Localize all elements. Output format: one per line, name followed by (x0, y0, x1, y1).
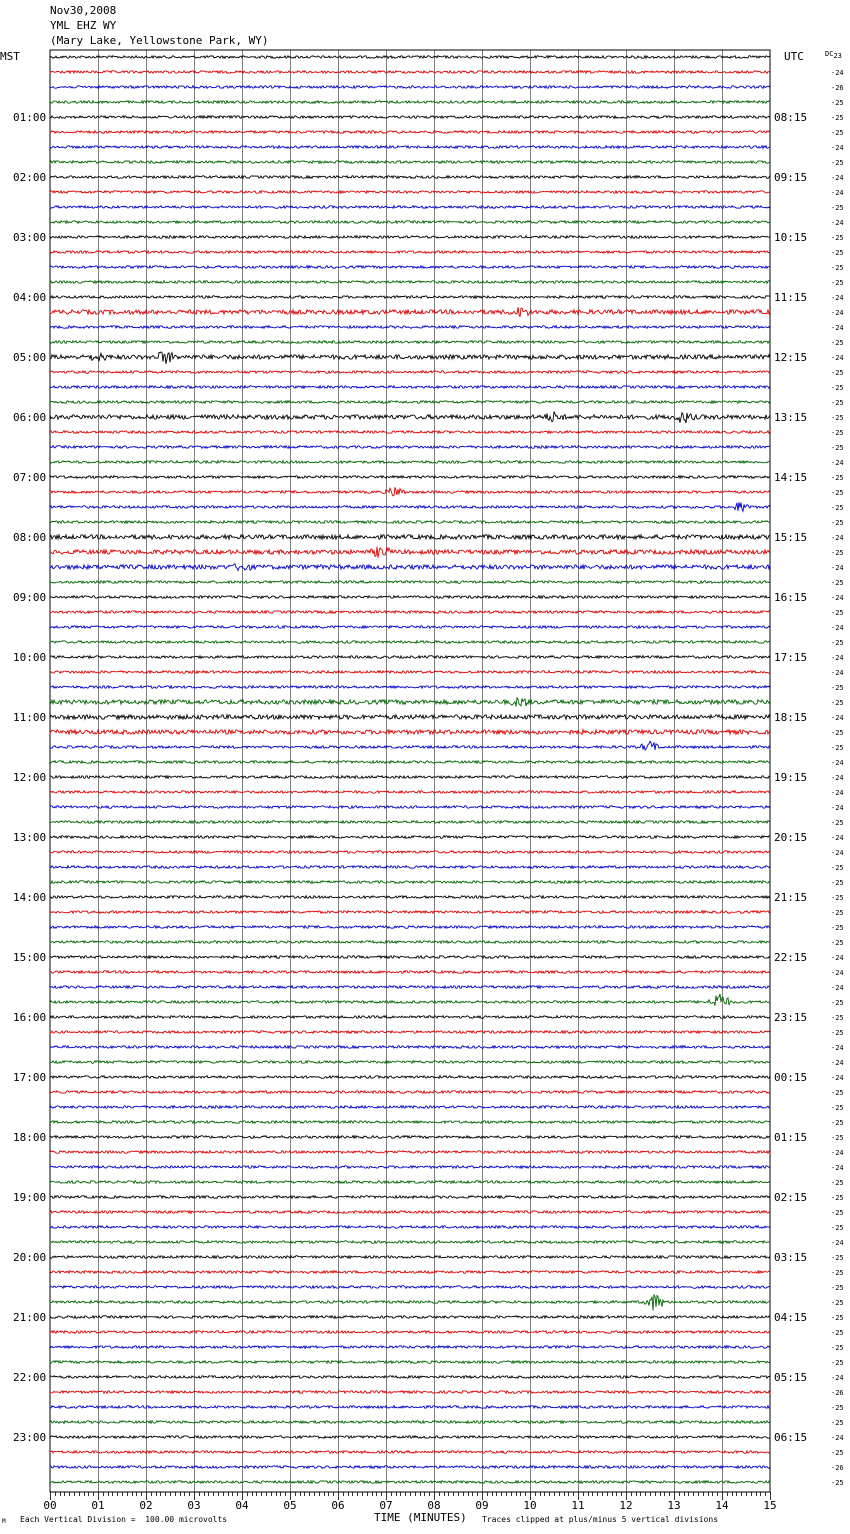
dc-offset-value: -25 (831, 234, 844, 242)
dc-offset-value: -25 (831, 99, 844, 107)
dc-offset-value: -25 (831, 819, 844, 827)
right-axis-label: UTC (784, 50, 804, 63)
trace-line (50, 698, 770, 707)
left-axis-label: MST (0, 50, 20, 63)
dc-offset-value: -25 (831, 1014, 844, 1022)
dc-offset-value: -24 (831, 459, 844, 467)
trace-line (50, 191, 770, 194)
mst-hour-label: 02:00 (13, 171, 47, 184)
trace-line (50, 881, 770, 884)
mst-hour-label: 01:00 (13, 111, 47, 124)
trace-line (50, 1061, 770, 1064)
dc-offset-value: -25 (831, 1404, 844, 1412)
mst-hour-label: 12:00 (13, 771, 47, 784)
mst-hour-label: 17:00 (13, 1071, 47, 1084)
dc-offset-value: -25 (831, 129, 844, 137)
trace-line (50, 596, 770, 599)
trace-line (50, 86, 770, 89)
dc-offset-value: -24 (831, 309, 844, 317)
trace-line (50, 131, 770, 134)
dc-offset-value: -25 (831, 399, 844, 407)
dc-offset-value: -25 (831, 249, 844, 257)
trace-line (50, 1256, 770, 1259)
trace-line (50, 1136, 770, 1139)
trace-line (50, 1151, 770, 1154)
trace-line (50, 161, 770, 164)
trace-line (50, 1196, 770, 1199)
dc-offset-value: -25 (831, 384, 844, 392)
mst-hour-label: 18:00 (13, 1131, 47, 1144)
utc-hour-label: 15:15 (774, 531, 808, 544)
utc-hour-label: 11:15 (774, 291, 808, 304)
dc-offset-value: -24 (831, 969, 844, 977)
trace-line (50, 730, 770, 734)
trace-line (50, 581, 770, 584)
trace-line (50, 116, 770, 119)
trace-line (50, 715, 770, 719)
utc-hour-label: 20:15 (774, 831, 808, 844)
x-tick-label: 07 (379, 1499, 393, 1512)
trace-line (50, 1406, 770, 1409)
trace-line (50, 836, 770, 839)
x-tick-label: 15 (763, 1499, 777, 1512)
dc-offset-value: -25 (831, 1344, 844, 1352)
trace-line (50, 956, 770, 959)
xaxis-title: TIME (MINUTES) (374, 1511, 467, 1524)
dc-offset-value: -24 (831, 1239, 844, 1247)
dc-offset-value: -24 (831, 219, 844, 227)
trace-line (50, 776, 770, 779)
dc-offset-value: -25 (831, 1029, 844, 1037)
utc-hour-label: 02:15 (774, 1191, 808, 1204)
dc-offset-value: -25 (831, 549, 844, 557)
trace-line (50, 1016, 770, 1019)
dc-offset-value: -24 (831, 1059, 844, 1067)
trace-line (50, 352, 770, 364)
dc-offset-value: -25 (831, 684, 844, 692)
trace-line (50, 611, 770, 614)
trace-line (50, 1481, 770, 1484)
utc-hour-label: 06:15 (774, 1431, 808, 1444)
dc-offset-value: -25 (831, 159, 844, 167)
utc-hour-label: 01:15 (774, 1131, 808, 1144)
dc-offset-value: -26 (831, 84, 844, 92)
trace-line (50, 1181, 770, 1184)
dc-offset-value: -24 (831, 669, 844, 677)
mst-hour-label: 21:00 (13, 1311, 47, 1324)
dc-offset-value: -25 (831, 264, 844, 272)
mst-hour-label: 05:00 (13, 351, 47, 364)
trace-line (50, 1166, 770, 1169)
trace-line (50, 1106, 770, 1109)
dc-offset-value: -24 (831, 189, 844, 197)
trace-line (50, 564, 770, 571)
trace-line (50, 206, 770, 209)
utc-hour-label: 04:15 (774, 1311, 808, 1324)
dc-offset-value: -25 (831, 444, 844, 452)
dc-offset-value: -25 (831, 609, 844, 617)
dc-offset-value: -24 (831, 144, 844, 152)
dc-offset-value: -25 (831, 474, 844, 482)
trace-line (50, 221, 770, 224)
dc-offset-value: -24 (831, 1164, 844, 1172)
x-tick-label: 11 (571, 1499, 585, 1512)
trace-line (50, 626, 770, 629)
trace-line (50, 1331, 770, 1334)
trace-line (50, 502, 770, 511)
mst-hour-label: 10:00 (13, 651, 47, 664)
x-tick-label: 09 (475, 1499, 489, 1512)
utc-hour-label: 00:15 (774, 1071, 808, 1084)
dc-offset-value: -24 (831, 654, 844, 662)
dc-offset-value: -25 (831, 429, 844, 437)
trace-line (50, 521, 770, 524)
trace-line (50, 307, 770, 317)
trace-line (50, 1271, 770, 1274)
trace-line (50, 101, 770, 104)
dc-offset-value: -24 (831, 834, 844, 842)
trace-line (50, 71, 770, 74)
utc-hour-label: 05:15 (774, 1371, 808, 1384)
dc-offset-value: -24 (831, 294, 844, 302)
x-tick-label: 10 (523, 1499, 537, 1512)
dc-offset-value: -24 (831, 759, 844, 767)
dc-offset-value: -25 (831, 1479, 844, 1487)
x-tick-label: 13 (667, 1499, 681, 1512)
utc-hour-label: 09:15 (774, 171, 808, 184)
mst-hour-label: 13:00 (13, 831, 47, 844)
trace-line (50, 791, 770, 794)
dc-offset-value: -25 (831, 1284, 844, 1292)
x-tick-label: 02 (139, 1499, 153, 1512)
dc-offset-value: -24 (831, 1374, 844, 1382)
header-station: YML EHZ WY (50, 19, 117, 32)
trace-line (50, 821, 770, 824)
trace-line (50, 176, 770, 179)
trace-line (50, 1295, 770, 1311)
x-tick-label: 06 (331, 1499, 345, 1512)
x-tick-label: 14 (715, 1499, 729, 1512)
dc-offset-value: -24 (831, 984, 844, 992)
dc-offset-value: -24 (831, 804, 844, 812)
trace-line (50, 686, 770, 689)
dc-offset-value: -25 (831, 1254, 844, 1262)
mst-hour-label: 15:00 (13, 951, 47, 964)
trace-line (50, 1376, 770, 1379)
utc-hour-label: 13:15 (774, 411, 808, 424)
header-location: (Mary Lake, Yellowstone Park, WY) (50, 34, 269, 47)
x-tick-label: 12 (619, 1499, 633, 1512)
dc-offset-value: -25 (831, 1179, 844, 1187)
trace-line (50, 446, 770, 449)
dc-offset-value: -25 (831, 729, 844, 737)
dc-offset-value: -25 (831, 1104, 844, 1112)
dc-offset-value: -24 (831, 534, 844, 542)
clip-note: Traces clipped at plus/minus 5 vertical divisions (482, 1515, 719, 1524)
dc-offset-value: -24 (831, 69, 844, 77)
trace-line (50, 461, 770, 464)
x-tick-label: 00 (43, 1499, 57, 1512)
dc-offset-value: -24 (831, 789, 844, 797)
trace-line (50, 1241, 770, 1244)
dc-offset-value: -25 (831, 1209, 844, 1217)
dc-offset-value: -25 (831, 1089, 844, 1097)
trace-line (50, 386, 770, 389)
dc-offset-value: -24 (831, 774, 844, 782)
scale-note: Each Vertical Division = 100.00 microvolts (20, 1515, 228, 1524)
trace-line (50, 971, 770, 974)
trace-line (50, 56, 770, 59)
trace-line (50, 1286, 770, 1289)
dc-offset-value: -24 (831, 1044, 844, 1052)
utc-hour-label: 12:15 (774, 351, 808, 364)
dc-offset-value: -26 (831, 1389, 844, 1397)
trace-line (50, 1046, 770, 1049)
corner-mark: M (2, 1518, 6, 1525)
dc-offset-value: -24 (831, 624, 844, 632)
trace-line (50, 994, 770, 1006)
dc-offset-value: -25 (831, 1299, 844, 1307)
dc-offset-value: -24 (831, 564, 844, 572)
dc-offset-value: -25 (831, 639, 844, 647)
dc-offset-value: -24 (831, 954, 844, 962)
mst-hour-label: 07:00 (13, 471, 47, 484)
dc-offset-value: -25 (831, 1449, 844, 1457)
trace-line (50, 1091, 770, 1094)
trace-line (50, 1436, 770, 1439)
dc-offset-value: -24 (831, 849, 844, 857)
mst-hour-label: 23:00 (13, 1431, 47, 1444)
trace-line (50, 1466, 770, 1469)
mst-hour-label: 16:00 (13, 1011, 47, 1024)
trace-line (50, 926, 770, 929)
mst-hour-label: 22:00 (13, 1371, 47, 1384)
trace-line (50, 1346, 770, 1349)
dc-offset-value: -24 (831, 324, 844, 332)
dc-offset-value: -24 (831, 1434, 844, 1442)
trace-line (50, 535, 770, 539)
mst-hour-label: 03:00 (13, 231, 47, 244)
dc-offset-value: -25 (831, 1134, 844, 1142)
dc-offset-value: -25 (831, 699, 844, 707)
dc-label: DC23 (825, 50, 842, 60)
x-tick-label: 04 (235, 1499, 249, 1512)
dc-offset-value: -25 (831, 999, 844, 1007)
trace-line (50, 761, 770, 764)
trace-line (50, 641, 770, 644)
trace-line (50, 341, 770, 344)
trace-line (50, 431, 770, 434)
x-tick-label: 05 (283, 1499, 297, 1512)
dc-offset-value: -25 (831, 414, 844, 422)
dc-offset-value: -25 (831, 1119, 844, 1127)
dc-offset-value: -25 (831, 1194, 844, 1202)
trace-line (50, 236, 770, 239)
dc-offset-value: -25 (831, 939, 844, 947)
trace-line (50, 851, 770, 854)
dc-offset-value: -25 (831, 879, 844, 887)
dc-offset-value: -24 (831, 354, 844, 362)
trace-line (50, 986, 770, 989)
utc-hour-label: 03:15 (774, 1251, 808, 1264)
trace-line (50, 296, 770, 299)
mst-hour-label: 08:00 (13, 531, 47, 544)
trace-line (50, 741, 770, 750)
mst-hour-label: 04:00 (13, 291, 47, 304)
x-tick-label: 03 (187, 1499, 201, 1512)
dc-offset-value: -25 (831, 204, 844, 212)
utc-hour-label: 18:15 (774, 711, 808, 724)
utc-hour-label: 23:15 (774, 1011, 808, 1024)
dc-offset-value: -25 (831, 1329, 844, 1337)
trace-line (50, 1226, 770, 1229)
mst-hour-label: 19:00 (13, 1191, 47, 1204)
trace-line (50, 281, 770, 284)
dc-offset-value: -25 (831, 1269, 844, 1277)
dc-offset-value: -25 (831, 1224, 844, 1232)
x-tick-label: 08 (427, 1499, 441, 1512)
dc-offset-value: -24 (831, 174, 844, 182)
dc-offset-value: -25 (831, 369, 844, 377)
trace-line (50, 896, 770, 899)
dc-offset-value: -25 (831, 744, 844, 752)
dc-offset-value: -26 (831, 1464, 844, 1472)
utc-hour-label: 22:15 (774, 951, 808, 964)
dc-first: 23 (833, 52, 842, 60)
trace-line (50, 371, 770, 374)
trace-line (50, 911, 770, 914)
trace-line (50, 941, 770, 944)
trace-line (50, 326, 770, 329)
mst-hour-label: 14:00 (13, 891, 47, 904)
trace-line (50, 866, 770, 869)
trace-line (50, 401, 770, 404)
trace-line (50, 1031, 770, 1034)
trace-line (50, 412, 770, 424)
trace-line (50, 1121, 770, 1124)
trace-line (50, 487, 770, 496)
dc-offset-value: -25 (831, 864, 844, 872)
trace-line (50, 266, 770, 269)
utc-hour-label: 14:15 (774, 471, 808, 484)
dc-offset-value: -24 (831, 1149, 844, 1157)
utc-hour-label: 21:15 (774, 891, 808, 904)
trace-line (50, 146, 770, 149)
x-tick-label: 01 (91, 1499, 105, 1512)
trace-line (50, 1451, 770, 1454)
mst-hour-label: 09:00 (13, 591, 47, 604)
dc-offset-value: -25 (831, 504, 844, 512)
trace-line (50, 251, 770, 254)
dc-offset-value: -24 (831, 594, 844, 602)
dc-offset-value: -25 (831, 909, 844, 917)
dc-offset-value: -25 (831, 1359, 844, 1367)
dc-offset-value: -25 (831, 339, 844, 347)
dc-offset-value: -25 (831, 114, 844, 122)
dc-offset-value: -25 (831, 894, 844, 902)
dc-offset-value: -24 (831, 714, 844, 722)
dc-offset-value: -25 (831, 519, 844, 527)
trace-line (50, 656, 770, 659)
dc-offset-value: -25 (831, 1419, 844, 1427)
dc-offset-value: -25 (831, 489, 844, 497)
dc-offset-value: -24 (831, 1074, 844, 1082)
mst-hour-label: 06:00 (13, 411, 47, 424)
utc-hour-label: 17:15 (774, 651, 808, 664)
dc-offset-value: -25 (831, 579, 844, 587)
utc-hour-label: 08:15 (774, 111, 808, 124)
trace-line (50, 671, 770, 674)
trace-line (50, 1211, 770, 1214)
dc-offset-value: -25 (831, 924, 844, 932)
trace-line (50, 1076, 770, 1079)
dc-offset-value: -25 (831, 279, 844, 287)
trace-line (50, 1421, 770, 1424)
trace-line (50, 476, 770, 479)
trace-line (50, 806, 770, 809)
mst-hour-label: 20:00 (13, 1251, 47, 1264)
utc-hour-label: 16:15 (774, 591, 808, 604)
trace-line (50, 1391, 770, 1394)
mst-hour-label: 11:00 (13, 711, 47, 724)
trace-line (50, 547, 770, 558)
header-date: Nov30,2008 (50, 4, 117, 17)
dc-offset-value: -25 (831, 1314, 844, 1322)
trace-line (50, 1361, 770, 1364)
utc-hour-label: 19:15 (774, 771, 808, 784)
trace-line (50, 1316, 770, 1319)
utc-hour-label: 10:15 (774, 231, 808, 244)
